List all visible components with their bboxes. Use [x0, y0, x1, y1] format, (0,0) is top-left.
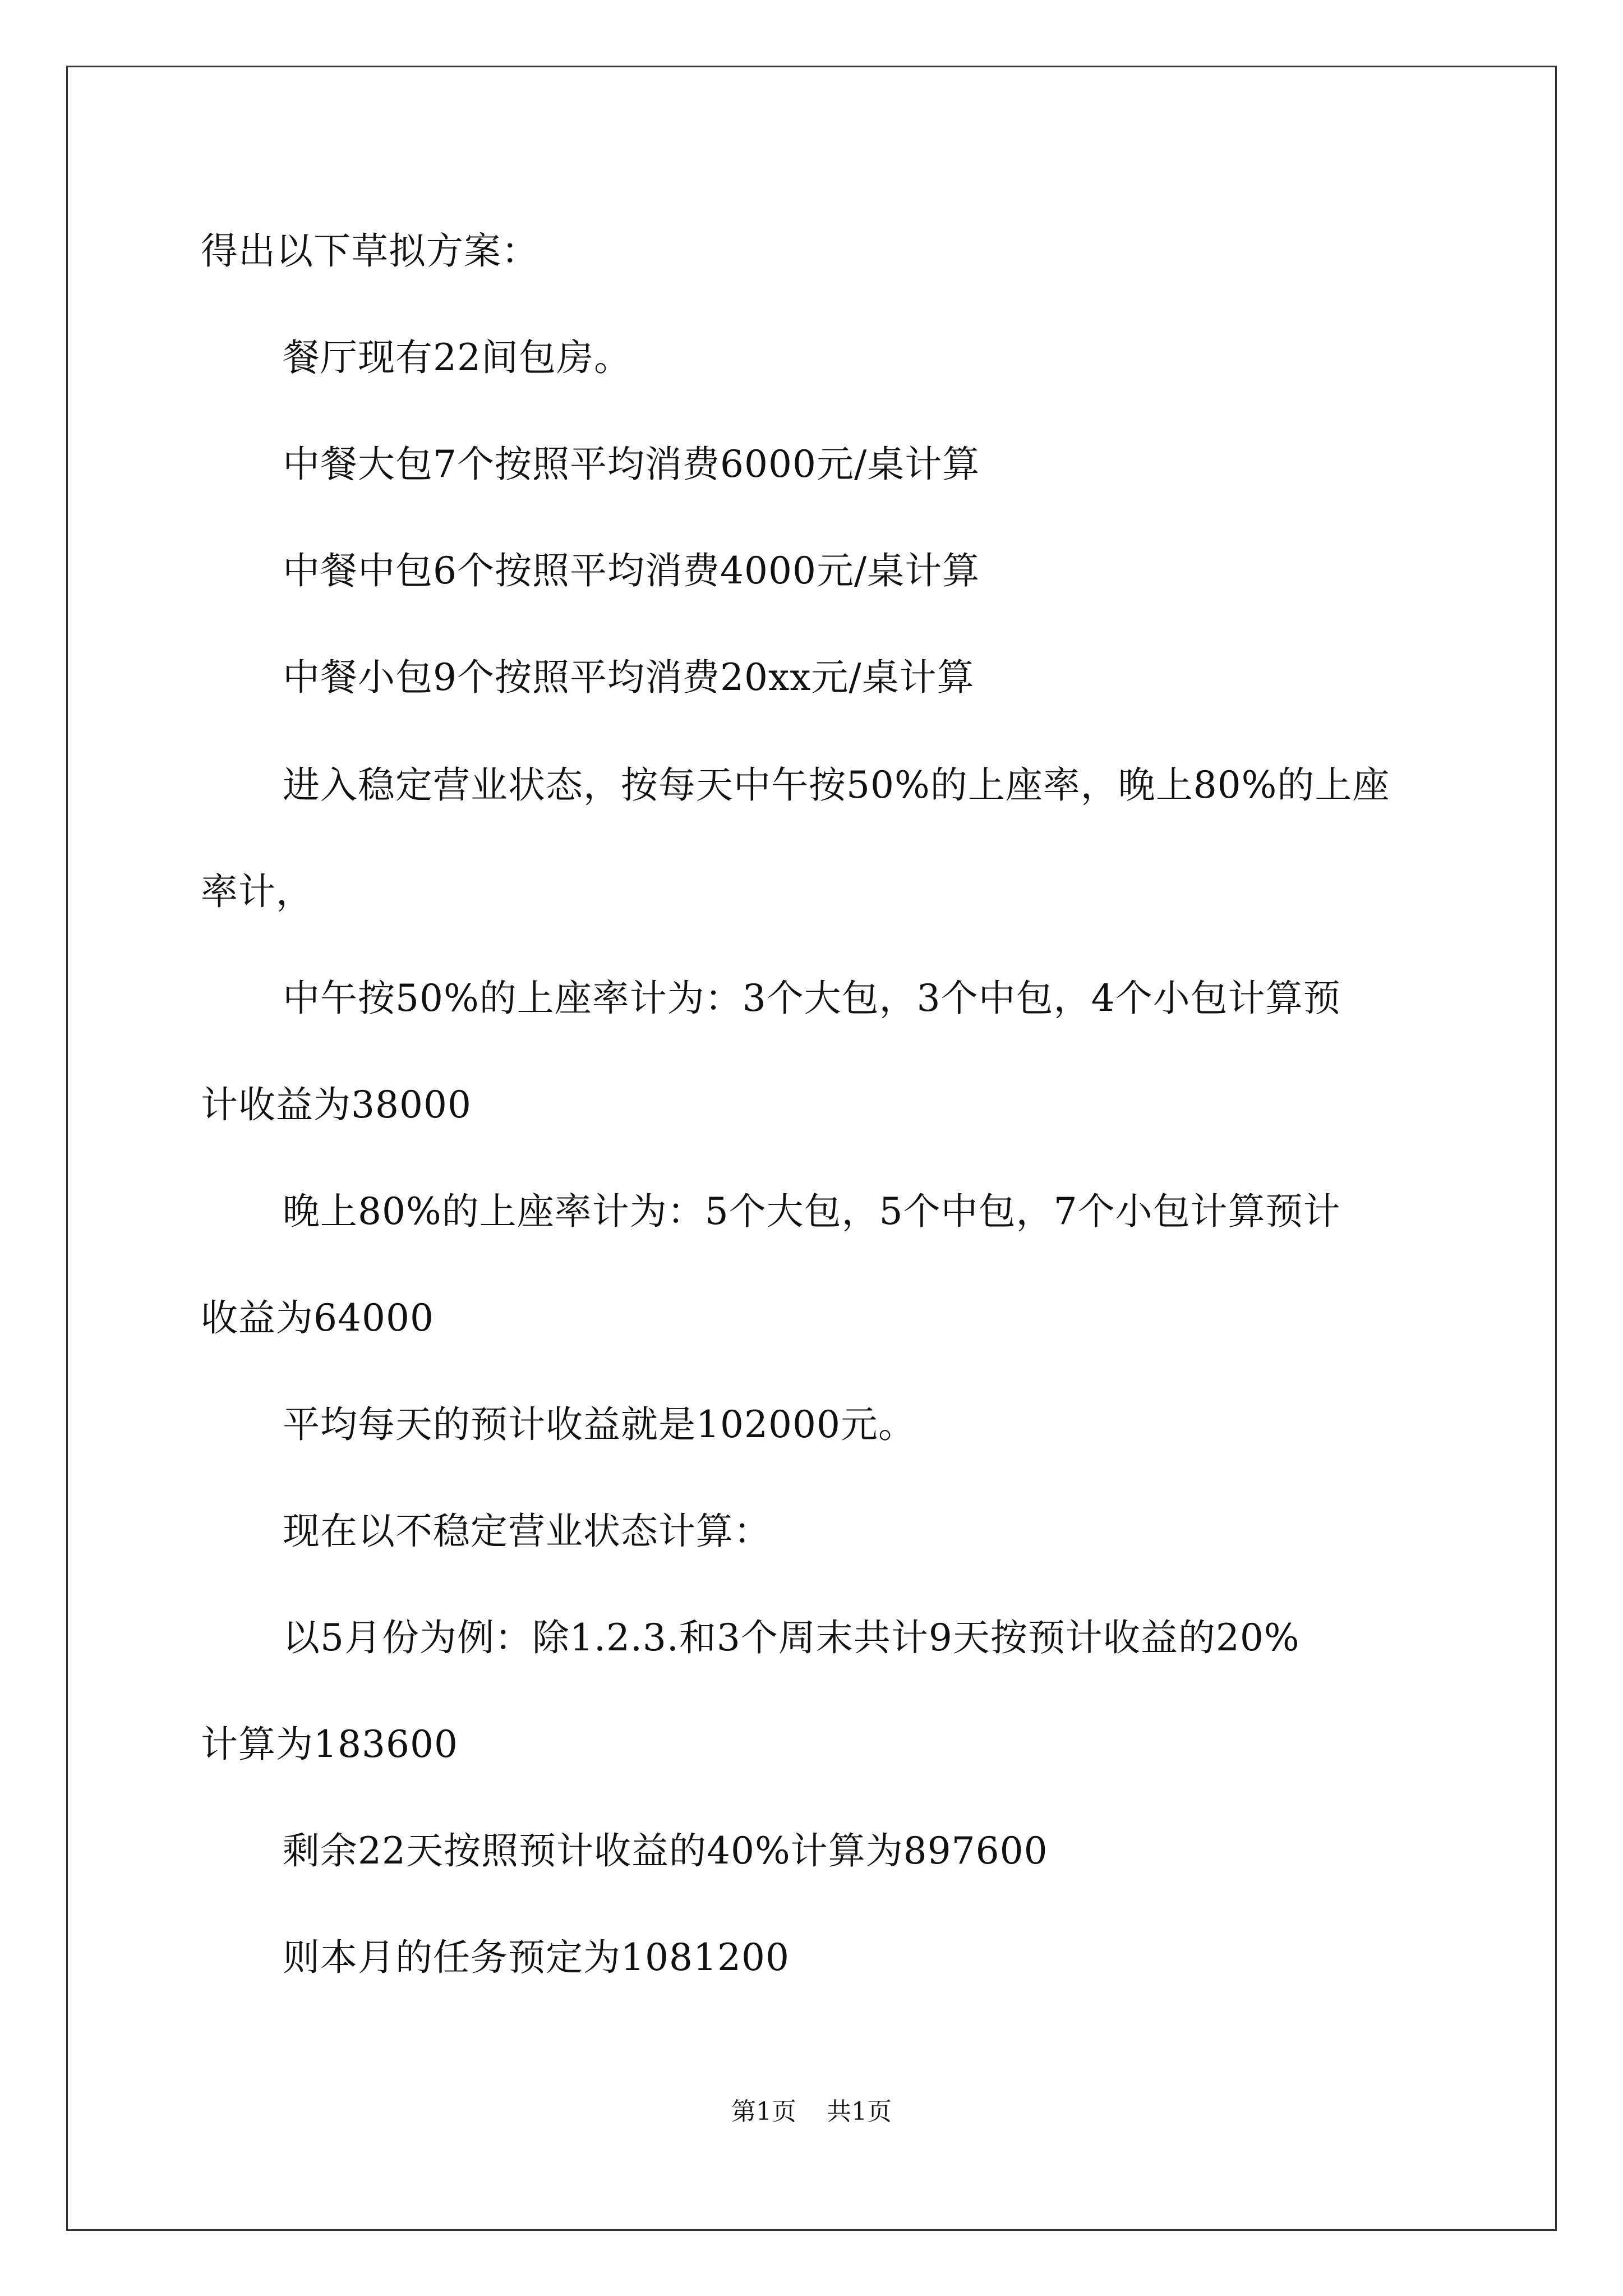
text-line: 中餐中包6个按照平均消费4000元/桌计算	[283, 549, 980, 592]
text-line: 则本月的任务预定为1081200	[283, 1936, 790, 1979]
text-line: 得出以下草拟方案：	[201, 229, 539, 273]
text-line: 现在以不稳定营业状态计算：	[283, 1510, 771, 1553]
text-line: 计算为183600	[201, 1723, 458, 1766]
text-line: 中餐大包7个按照平均消费6000元/桌计算	[283, 443, 980, 486]
text-line: 中午按50%的上座率计为：3个大包，3个中包，4个小包计算预	[283, 977, 1341, 1020]
page-border	[66, 66, 1557, 2231]
page-number: 第1页	[731, 2097, 796, 2126]
text-line: 餐厅现有22间包房。	[283, 336, 631, 379]
text-line: 率计，	[201, 870, 313, 913]
text-line: 计收益为38000	[201, 1083, 472, 1126]
text-line: 中餐小包9个按照平均消费20xx元/桌计算	[283, 656, 975, 699]
page-footer	[0, 2095, 1623, 2129]
text-line: 剩余22天按照预计收益的40%计算为897600	[283, 1829, 1048, 1872]
text-line: 以5月份为例：除1.2.3.和3个周末共计9天按预计收益的20%	[283, 1616, 1300, 1659]
page-total: 共1页	[827, 2097, 892, 2126]
text-line: 收益为64000	[201, 1296, 434, 1340]
text-line: 晚上80%的上座率计为：5个大包，5个中包，7个小包计算预计	[283, 1190, 1341, 1233]
text-line: 平均每天的预计收益就是102000元。	[283, 1403, 916, 1446]
text-line: 进入稳定营业状态，按每天中午按50%的上座率，晚上80%的上座	[283, 763, 1390, 807]
